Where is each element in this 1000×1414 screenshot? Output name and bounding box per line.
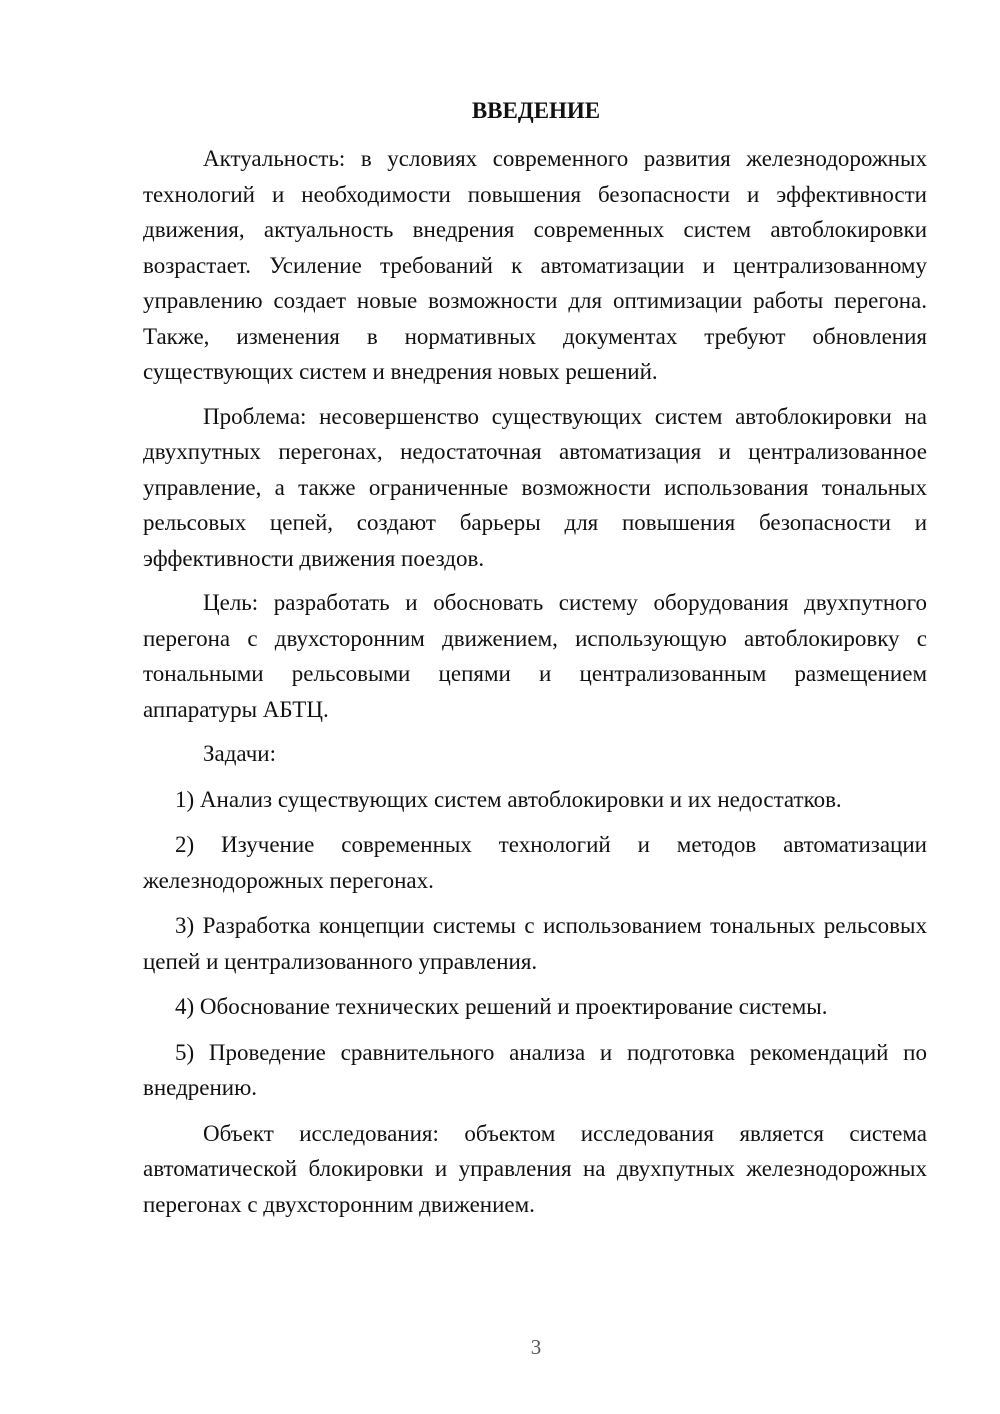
section-heading: ВВЕДЕНИЕ [471, 98, 601, 123]
paragraph-object: Объект исследования: объектом исследования является система автоматической блокировки и управления на двухпутных железнодорожных перегонах с двухсторонним движением. [143, 1120, 927, 1217]
paragraph-problem: Проблема: несовершенство существующих систем автоблокировки на двухпутных перегонах, недостаточная автоматизация и централизованное управление, а также ограниченные возможности использования тональных рельсовых цепей, создают барьеры для повышения безопасности и эффективности движения поездов. [143, 403, 927, 571]
task-item-3: 3) Разработка концепции системы с использованием тональных рельсовых цепей и централизованного управления. [143, 913, 927, 974]
task-item-4: 4) Обоснование технических решений и проектирование системы. [175, 994, 828, 1019]
paragraph-goal: Цель: разработать и обосновать систему оборудования двухпутного перегона с двухсторонним движением, использующую автоблокировку с тональными рельсовыми цепями и централизованным размещением аппаратуры АБТЦ. [143, 590, 927, 722]
document-body [143, 141, 927, 1222]
task-item-2: 2) Изучение современных технологий и методов автоматизации железнодорожных перегонах. [143, 832, 927, 893]
task-item-1: 1) Анализ существующих систем автоблокировки и их недостатков. [175, 786, 842, 812]
page-number: 3 [530, 1335, 542, 1359]
paragraph-tasks-heading: Задачи: [203, 741, 276, 766]
task-item-5: 5) Проведение сравнительного анализа и подготовка рекомендаций по внедрению. [143, 1039, 927, 1100]
paragraph-relevance: Актуальность: в условиях современного развития железнодорожных технологий и необходимости повышения безопасности и эффективности движения, актуальность внедрения современных систем автоблокировки возрастает. Усиление требований к автоматизации и централизованному управлению создает новые возможности для оптимизации работы перегона. Также, изменения в нормативных документах требуют обновления существующих систем и внедрения новых решений. [143, 146, 927, 384]
